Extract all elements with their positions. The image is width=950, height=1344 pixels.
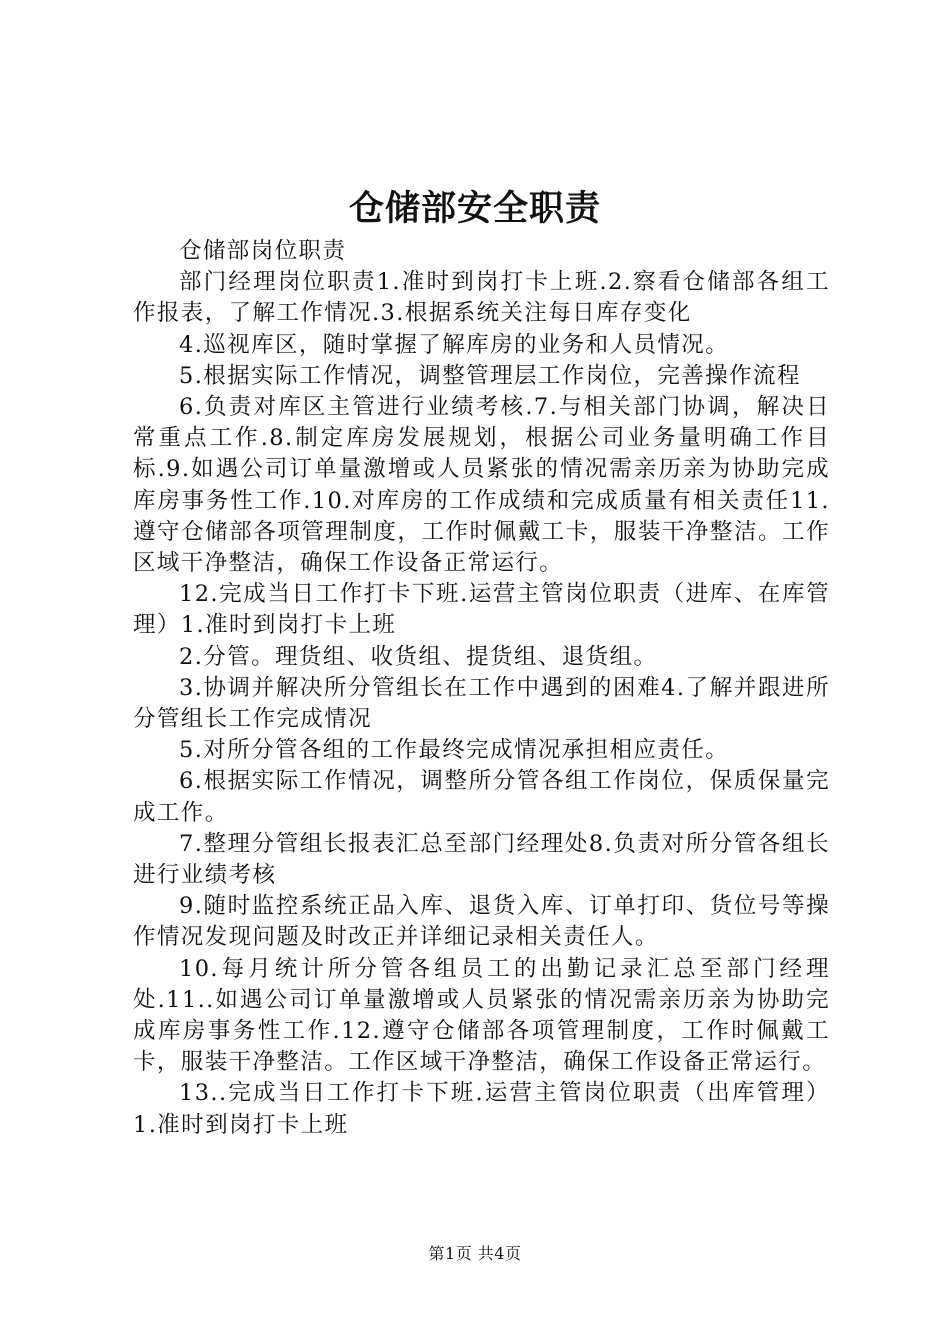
paragraph: 3.协调并解决所分管组长在工作中遇到的困难4.了解并跟进所分管组长工作完成情况: [133, 674, 830, 733]
paragraph: 5.根据实际工作情况，调整管理层工作岗位，完善操作流程: [179, 362, 801, 389]
paragraph: 12.完成当日工作打卡下班.运营主管岗位职责（进库、在库管理）1.准时到岗打卡上班: [133, 581, 830, 639]
paragraph: 6.根据实际工作情况，调整所分管各组工作岗位，保质保量完成工作。: [133, 768, 830, 826]
paragraph: 10.每月统计所分管各组员工的出勤记录汇总至部门经理处.11..如遇公司订单量激增或人员紧张的情况需亲历亲为协助完成库房事务性工作.12.遵守仓储部各项管理制度，工作时佩戴工卡，服装干净整洁。工作区域干净整洁，确保工作设备正常运行。: [133, 955, 830, 1076]
paragraph: 5.对所分管各组的工作最终完成情况承担相应责任。: [179, 737, 730, 764]
page-footer: 第1页 共4页: [428, 1244, 522, 1263]
paragraph: 部门经理岗位职责1.准时到岗打卡上班.2.察看仓储部各组工作报表，了解工作情况.3.根据系统关注每日库存变化: [133, 269, 830, 327]
paragraph: 6.负责对库区主管进行业绩考核.7.与相关部门协调，解决日常重点工作.8.制定库房发展规划，根据公司业务量明确工作目标.9.如遇公司订单量激增或人员紧张的情况需亲历亲为协助完成库房事务性工作.10.对库房的工作成绩和完成质量有相关责任11.遵守仓储部各项管理制度，工作时佩戴工卡，服装干净整洁。工作区域干净整洁，确保工作设备正常运行。: [133, 394, 830, 577]
paragraph: 4.巡视库区，随时掌握了解库房的业务和人员情况。: [179, 331, 730, 358]
paragraph: 7.整理分管组长报表汇总至部门经理处8.负责对所分管各组长进行业绩考核: [133, 830, 830, 889]
paragraph: 2.分管。理货组、收货组、提货组、退货组。: [179, 643, 658, 670]
paragraph: 仓储部岗位职责: [179, 238, 347, 264]
document-body: [133, 236, 830, 1141]
document-title: 仓储部安全职责: [348, 188, 601, 229]
paragraph: 9.随时监控系统正品入库、退货入库、订单打印、货位号等操作情况发现问题及时改正并详细记录相关责任人。: [133, 893, 830, 951]
paragraph: 13..完成当日工作打卡下班.运营主管岗位职责（出库管理）1.准时到岗打卡上班: [133, 1080, 830, 1138]
